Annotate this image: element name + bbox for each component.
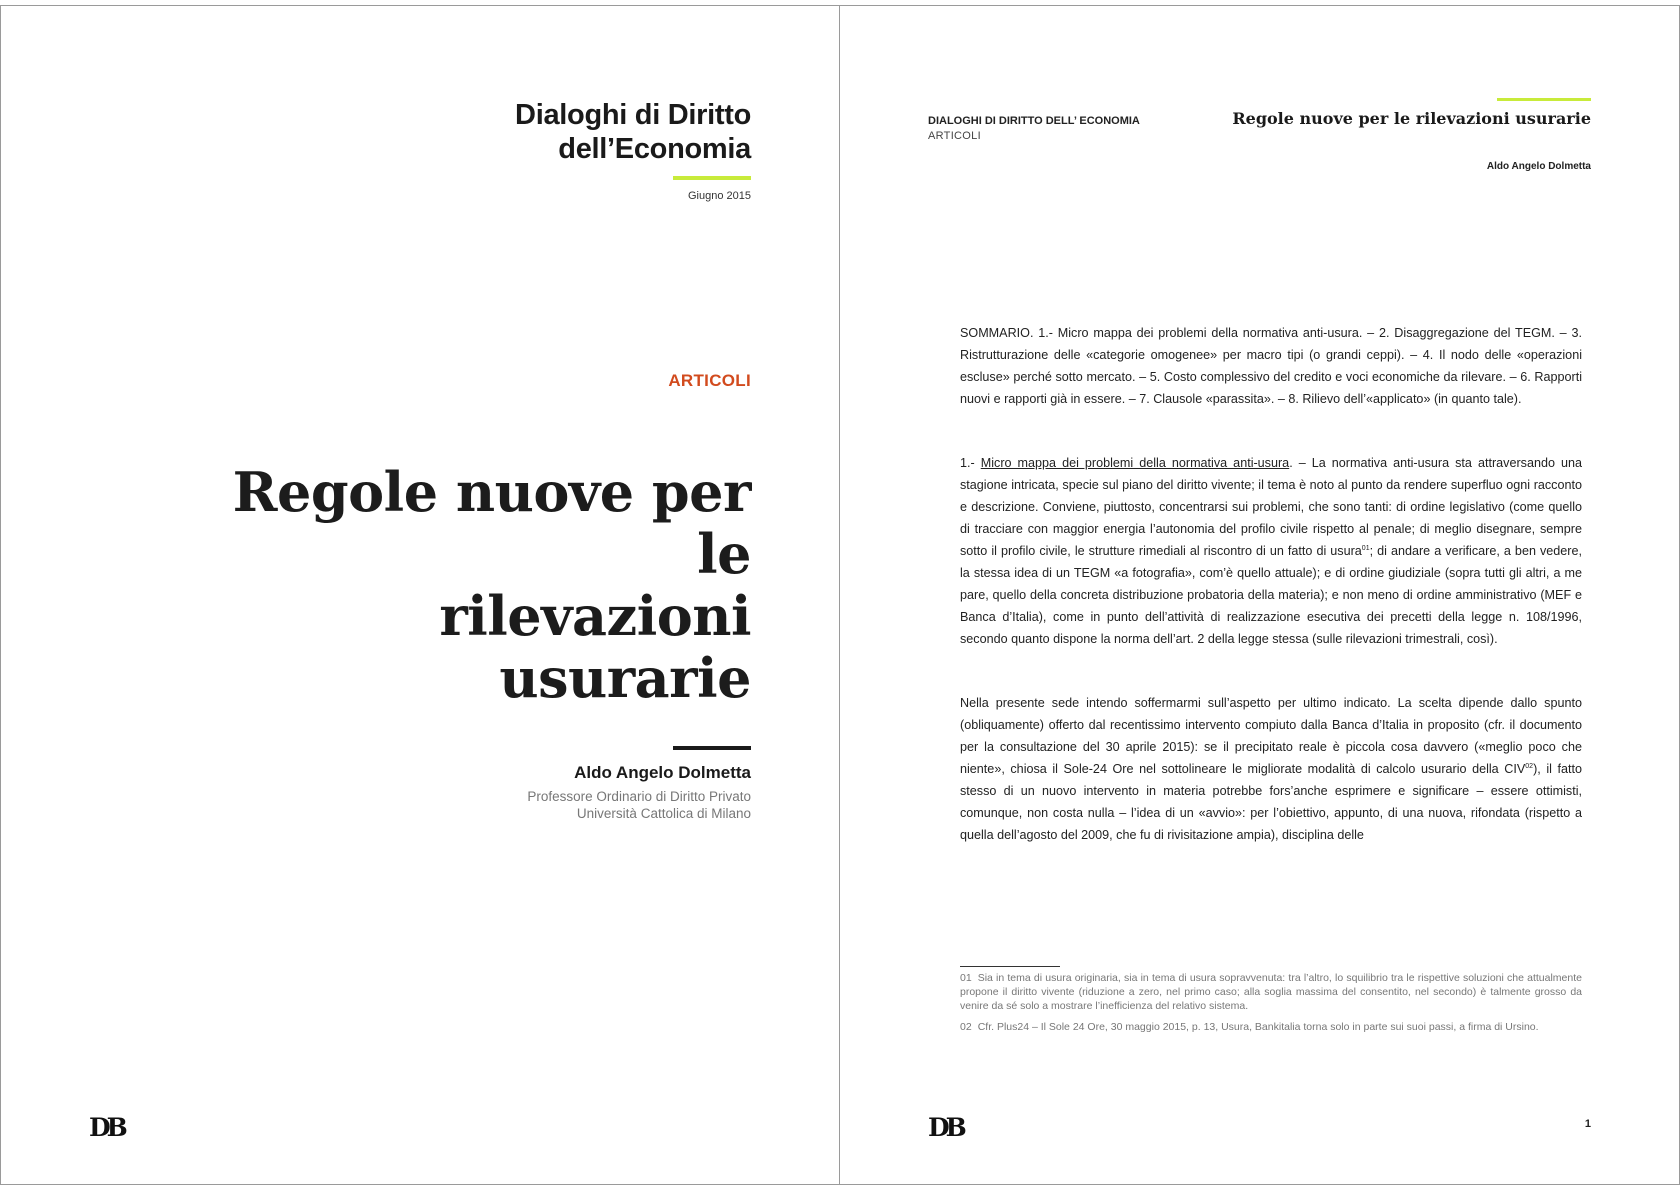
article-title-line1: Regole nuove per le: [232, 460, 751, 586]
running-header-section: ARTICOLI: [928, 130, 981, 142]
affiliation-line2: Università Cattolica di Milano: [576, 806, 751, 821]
paragraph-text: ; di andare a verificare, a ben vedere, la stessa idea di un TEGM «a fotografia», com’è quello attuale); e di ordine giudiziale (sopra tutti gli altri, a me pare, quello della concreta distribuzione probatoria della materia); e non meno di ordine amministrativo (MEF e Banca d’Italia), come in punto dell’attività di realizzazione esecutiva dei precetti della legge n. 108/1996, secondo quanto dispone la norma dell’art. 2 della legge stessa (sulle rilevazioni trimestrali, così).: [960, 544, 1582, 646]
accent-line: [1497, 98, 1591, 101]
page-number: 1: [1584, 1118, 1591, 1130]
cover-page: [0, 5, 840, 1185]
running-header-title: Regole nuove per le rilevazioni usurarie: [1232, 109, 1591, 128]
accent-line: [673, 176, 751, 180]
paragraph-text: Nella presente sede intendo soffermarmi sull’aspetto per ultimo indicato. La scelta dipende dallo spunto (obliquamente) offerto dal recentissimo intervento compiuto dalla Banca d’Italia in proposito (cfr. il documento per la consultazione del 30 aprile 2015): se il precipitato reale è piccola cosa davvero («meglio poco che niente», chiosa il Sole-24 Ore nel sottolineare le migliorate modalità di calcolo usurario della CIV: [960, 696, 1582, 776]
running-header-journal: DIALOGHI DI DIRITTO DELL’ ECONOMIA: [928, 115, 1140, 127]
footnote-text: Sia in tema di usura originaria, sia in tema di usura sopravvenuta: tra l’altro, lo squilibrio tra le rispettive soluzioni che attualmente propone il diritto vivente (riduzione a zero, nel primo caso; alla soglia massima del consentito, nel secondo) è talmente grosso da venire da sé solo a mostrare l’inefficienza del relativo sistema.: [960, 972, 1582, 1012]
section-number: 1.-: [960, 456, 981, 470]
section-label: ARTICOLI: [668, 371, 751, 390]
paragraph-text: ), il fatto stesso di un nuovo intervento in materia potrebbe fors’anche esprimere e significare – essere ottimisti, comunque, non costa nulla – l’idea di un «avvio»: per l’obiettivo, appunto, di una nuova, rifondata (rispetto a quella dell’agosto del 2009, che fu di rivisitazione ampia), disciplina delle: [960, 762, 1583, 842]
footnote-ref[interactable]: 02: [1525, 762, 1534, 770]
summary-paragraph: SOMMARIO. 1.- Micro mappa dei problemi della normativa anti-usura. – 2. Disaggregazione del TEGM. – 3. Ristrutturazione delle «categorie omogenee» per macro tipi (o grandi ceppi). – 4. Il nodo delle «operazioni escluse» perché sotto mercato. – 5. Costo complessivo del credito e voci economiche da rilevare. – 6. Rapporti nuovi e rapporti già in essere. – 7. Clausole «parassita». – 8. Rilievo dell’«applicato» (in quanto tale).: [960, 326, 1582, 406]
body-paragraph-1: [960, 452, 1582, 650]
journal-title: [515, 98, 751, 166]
footnote: [960, 1020, 1582, 1034]
section-heading: Micro mappa dei problemi della normativa anti-usura: [980, 456, 1290, 470]
footnote-number: 01: [960, 972, 972, 984]
journal-title-line1: Dialoghi di Diritto: [515, 99, 751, 131]
db-logo: DB: [928, 1113, 963, 1142]
footnote-divider: [960, 966, 1060, 967]
article-title: [191, 461, 751, 709]
footnote-text: Cfr. Plus24 – Il Sole 24 Ore, 30 maggio 2015, p. 13, Usura, Bankitalia torna solo in parte sui suoi passi, a firma di Ursino.: [977, 1021, 1539, 1033]
footnote-ref[interactable]: 01: [1361, 544, 1370, 552]
author-name: Aldo Angelo Dolmetta: [574, 763, 751, 782]
journal-title-line2: dell’Economia: [558, 133, 751, 165]
issue-date: Giugno 2015: [688, 190, 751, 202]
article-page: [839, 5, 1680, 1185]
article-title-line2: rilevazioni usurarie: [439, 584, 751, 710]
author-rule: [673, 746, 751, 750]
footnote-number: 02: [960, 1021, 972, 1033]
db-logo: DB: [89, 1113, 124, 1142]
author-affiliation: [527, 788, 751, 822]
running-header-author: Aldo Angelo Dolmetta: [1486, 161, 1591, 172]
body-paragraph-2: [960, 692, 1582, 846]
footnote: [960, 971, 1582, 1013]
affiliation-line1: Professore Ordinario di Diritto Privato: [527, 789, 751, 804]
paragraph-text: . – La normativa anti-usura sta attraversando una stagione intricata, specie sul piano del diritto vivente; il tema è noto al punto da rendere superfluo ogni racconto e descrizione. Conviene, piuttosto, concentrarsi sui problemi, che sono tanti: di ordine legislativo (come quello di tracciare con maggior energia l’autonomia del profilo civile rispetto al penale; di meglio disegnare, sempre sotto il profilo civile, le strutture rimediali al riscontro di un fatto di usura: [960, 456, 1582, 558]
